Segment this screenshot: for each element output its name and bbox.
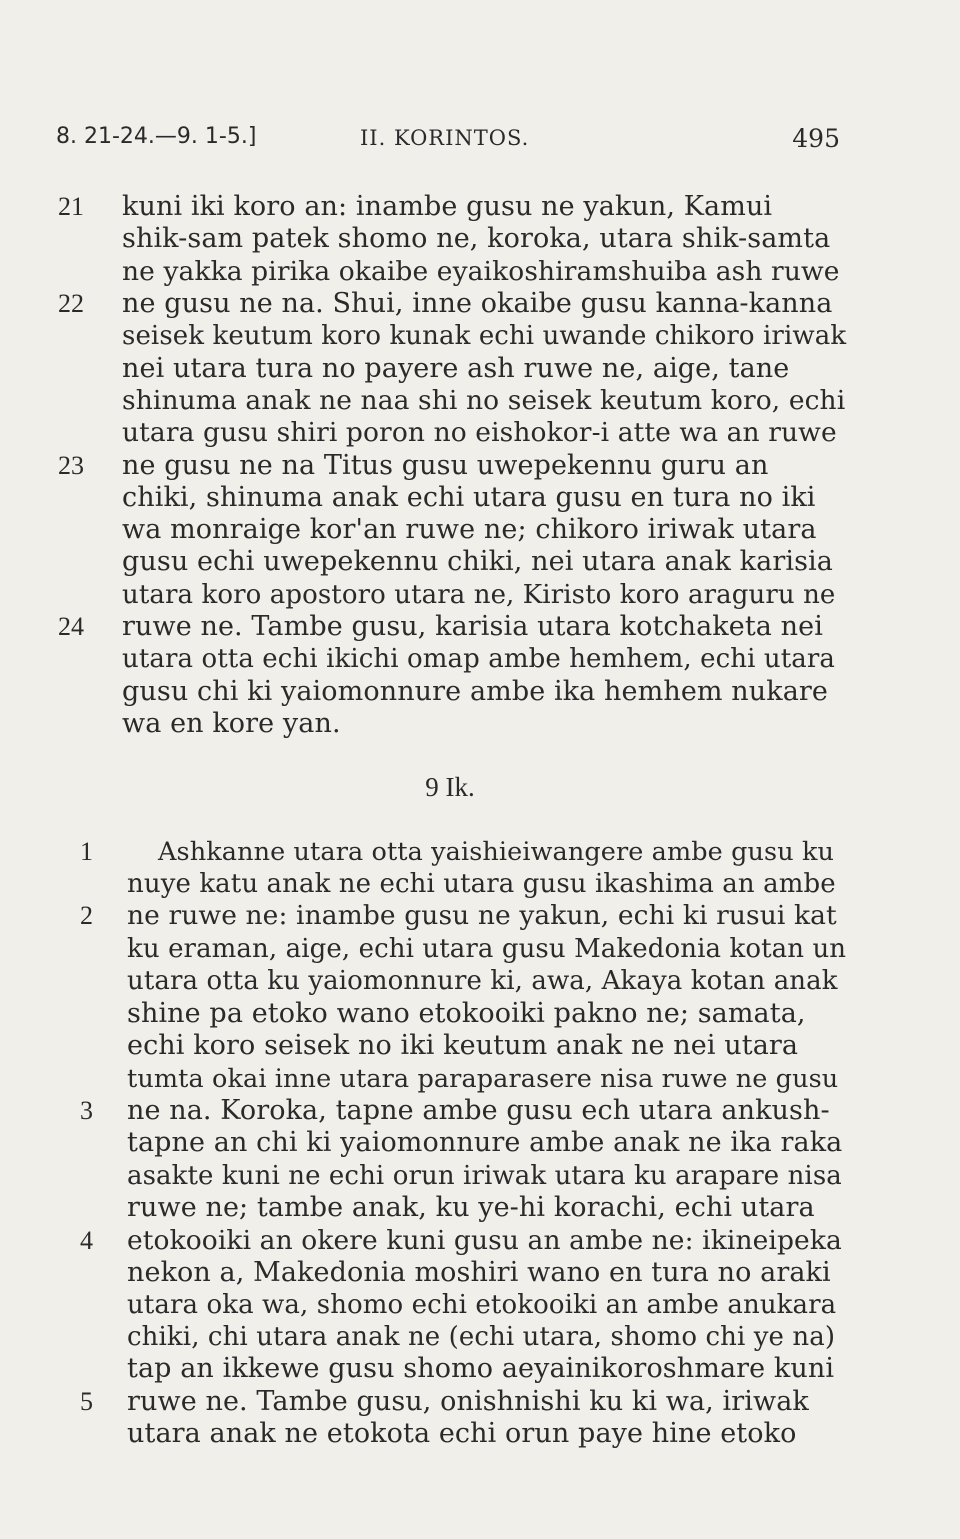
text-line: gusu chi ki yaiomonnure ambe ika hemhem nukare [122,676,829,707]
verse-range: 8. 21-24.—9. 1-5.] [56,124,257,149]
text-line: echi koro seisek no iki keutum anak ne nei utara [127,1030,799,1061]
text-line: ruwe ne; tambe anak, ku ye-hi korachi, echi utara [127,1192,815,1223]
verse-number-21: 21 [58,192,84,221]
verse-number-2: 2 [80,901,93,930]
text-line: shine pa etoko wano etokooiki pakno ne; samata, [127,998,806,1029]
page-number: 495 [792,124,840,153]
verse-number-5: 5 [80,1387,93,1416]
text-line: wa en kore yan. [122,708,341,739]
verse-number-22: 22 [58,289,84,318]
running-header [56,124,840,160]
text-line: utara gusu shiri poron no eishokor-i atte wa an ruwe [122,417,837,448]
text-line: kuni iki koro an: inambe gusu ne yakun, Kamui [122,191,773,222]
text-line: chiki, shinuma anak echi utara gusu en tura no iki [122,482,816,513]
text-line: shik-sam patek shomo ne, koroka, utara shik-samta [122,223,831,254]
text-line: tapne an chi ki yaiomonnure ambe anak ne ika raka [127,1127,843,1158]
verse-number-4: 4 [80,1226,93,1255]
text-line: chiki, chi utara anak ne (echi utara, shomo chi ye na) [127,1322,836,1352]
text-line: ruwe ne. Tambe gusu, onishnishi ku ki wa, iriwak [127,1386,809,1417]
text-line: asakte kuni ne echi orun iriwak utara ku arapare nisa [127,1161,842,1191]
text-line: ne na. Koroka, tapne ambe gusu ech utara ankush- [127,1095,830,1126]
book-title: II. KORINTOS. [360,126,530,150]
text-line: utara otta echi ikichi omap ambe hemhem, echi utara [122,644,836,674]
text-line: ruwe ne. Tambe gusu, karisia utara kotchaketa nei [122,611,823,642]
text-line: ne gusu ne na Titus gusu uwepekennu guru an [122,450,769,481]
text-line: ku eraman, aige, echi utara gusu Makedonia kotan un [127,934,847,964]
text-line: ne yakka pirika okaibe eyaikoshiramshuiba ash ruwe [122,256,840,287]
text-line: Ashkanne utara otta yaishieiwangere ambe gusu ku [158,837,835,867]
text-line: nei utara tura no payere ash ruwe ne, aige, tane [122,353,790,384]
verse-number-3: 3 [80,1096,93,1125]
text-line: utara anak ne etokota echi orun paye hine etoko [127,1418,797,1449]
verse-number-1: 1 [80,837,93,866]
text-line: nekon a, Makedonia moshiri wano en tura no araki [127,1257,831,1288]
text-line: gusu echi uwepekennu chiki, nei utara anak karisia [122,546,833,577]
verse-number-23: 23 [58,451,84,480]
text-line: ne ruwe ne: inambe gusu ne yakun, echi ki rusui kat [127,900,837,931]
verse-number-24: 24 [58,612,84,641]
text-line: ne gusu ne na. Shui, inne okaibe gusu kanna-kanna [122,288,833,319]
text-line: wa monraige kor'an ruwe ne; chikoro iriwak utara [122,514,817,545]
text-line: tap an ikkewe gusu shomo aeyainikoroshmare kuni [127,1353,835,1384]
chapter-heading: 9 Ik. [425,772,475,802]
text-line: etokooiki an okere kuni gusu an ambe ne: ikineipeka [127,1225,842,1256]
text-line: tumta okai inne utara paraparasere nisa ruwe ne gusu [127,1064,839,1094]
text-line: utara oka wa, shomo echi etokooiki an ambe anukara [127,1290,837,1320]
text-line: nuye katu anak ne echi utara gusu ikashima an ambe [127,869,836,899]
text-line: utara otta ku yaiomonnure ki, awa, Akaya kotan anak [127,966,838,996]
text-line: shinuma anak ne naa shi no seisek keutum koro, echi [122,385,846,416]
text-line: seisek keutum koro kunak echi uwande chikoro iriwak [122,321,847,351]
text-line: utara koro apostoro utara ne, Kiristo koro araguru ne [122,580,836,610]
